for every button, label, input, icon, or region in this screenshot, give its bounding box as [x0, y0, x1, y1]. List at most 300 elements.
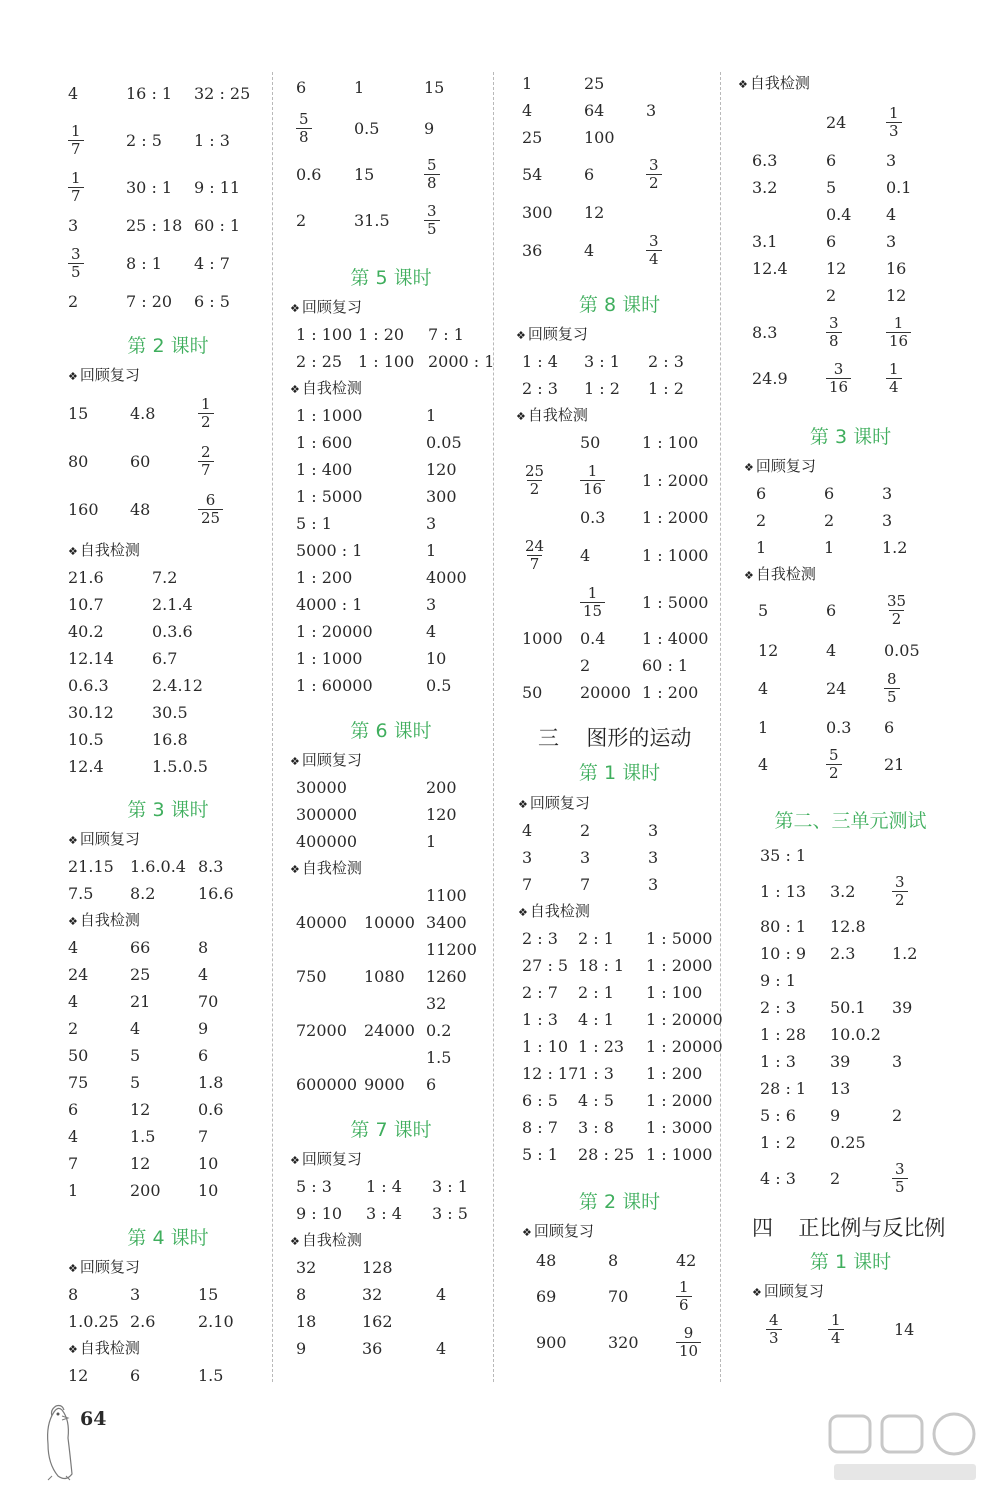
answer-cell: 7.5 [68, 884, 94, 903]
answer-cell: 2 [296, 210, 307, 230]
fraction-denominator: 16 [886, 332, 911, 349]
answer-cell: 2 [892, 1106, 903, 1125]
review-heading: ❖ 回顾复习 [290, 298, 362, 316]
answer-cell: 32 [426, 994, 447, 1013]
fraction-numerator: 1 [893, 313, 904, 332]
answer-cell: 8 [296, 1285, 307, 1304]
answer-cell: 1 : 60000 [296, 676, 373, 695]
answer-cell: 30.5 [152, 703, 188, 722]
fraction [68, 168, 84, 205]
answer-cell: 69 [536, 1286, 557, 1306]
fraction-answer [424, 155, 484, 192]
answer-cell: 4 [522, 101, 533, 120]
lesson-title: 第 3 课时 [127, 799, 209, 821]
answer-cell: 9 [830, 1106, 841, 1125]
fraction [198, 442, 214, 479]
answer-cell: 18 [296, 1312, 317, 1331]
answer-cell: 20000 [580, 683, 631, 702]
answer-grid [296, 1173, 486, 1227]
fraction [296, 109, 312, 146]
fraction [424, 155, 440, 192]
answer-cell: 6 [826, 600, 837, 620]
answer-cell: 5 : 3 [296, 1177, 332, 1196]
answer-grid [296, 402, 486, 699]
lesson-title: 第 8 课时 [578, 294, 661, 316]
answer-cell: 0.4 [580, 629, 606, 648]
answer-cell: 0.6.3 [68, 676, 109, 695]
answer-cell: 9 [424, 118, 435, 138]
answer-cell: 39 [830, 1052, 851, 1071]
answer-cell: 1 : 400 [296, 460, 353, 479]
fraction-answer [424, 201, 484, 238]
fraction-answer [884, 669, 944, 706]
answer-cell: 0.05 [884, 640, 920, 660]
answer-cell: 120 [426, 805, 457, 824]
answer-grid [68, 1362, 268, 1389]
fraction-numerator: 1 [831, 1310, 841, 1329]
fraction-numerator: 4 [769, 1310, 779, 1329]
answer-cell: 1 [522, 74, 533, 93]
answer-cell: 4 [886, 205, 897, 224]
fraction [424, 201, 440, 238]
answer-cell: 2 : 3 [522, 929, 558, 948]
answer-cell: 5 : 1 [296, 514, 332, 533]
answer-cell: 1 : 3 [760, 1052, 796, 1071]
page-number: 64 [80, 1408, 107, 1430]
fraction [892, 1159, 908, 1196]
answer-grid [758, 588, 963, 782]
answer-cell: 1 : 20000 [646, 1010, 723, 1029]
answer-cell: 120 [426, 460, 457, 479]
fraction-denominator: 5 [884, 688, 900, 705]
answer-cell: 48 [536, 1250, 557, 1270]
answer-cell: 27 : 5 [522, 956, 569, 975]
self-check-heading: ❖ 自我检测 [290, 1231, 362, 1249]
answer-cell: 0.4 [826, 205, 852, 224]
fraction [892, 872, 908, 909]
answer-cell: 1.8 [198, 1073, 224, 1092]
fraction-denominator: 7 [68, 187, 84, 204]
answer-cell: 1 [756, 538, 767, 557]
answer-cell: 3 [580, 848, 591, 867]
answer-cell: 0.1 [886, 178, 912, 197]
answer-cell: 15 [198, 1285, 219, 1304]
answer-cell: 9 [198, 1019, 209, 1038]
answer-cell: 160 [68, 499, 99, 519]
answer-cell: 2 : 3 [522, 379, 558, 398]
fraction-numerator: 3 [649, 155, 659, 174]
unit-title: 正比例与反比例 [798, 1216, 946, 1240]
answer-cell: 1080 [364, 967, 405, 986]
answer-cell: 70 [198, 992, 219, 1011]
unit-heading [738, 1210, 963, 1246]
answer-cell: 7 [522, 875, 533, 894]
answer-cell: 50 [580, 433, 601, 452]
review-heading: ❖ 回顾复习 [744, 457, 816, 475]
answer-cell: 1.2 [892, 944, 918, 963]
answer-cell: 6 [68, 1100, 79, 1119]
lesson-title: 第 1 课时 [809, 1251, 892, 1273]
fraction-numerator: 3 [829, 313, 839, 332]
fraction-denominator: 2 [646, 174, 662, 191]
answer-cell: 4 [580, 545, 591, 565]
fraction [766, 1310, 782, 1347]
answer-cell: 162 [362, 1312, 393, 1331]
fraction-numerator: 35 [887, 591, 907, 610]
answer-cell: 72000 [296, 1021, 347, 1040]
fraction-denominator: 3 [886, 122, 902, 139]
fraction-denominator: 7 [198, 461, 214, 478]
answer-cell: 28 : 25 [578, 1145, 635, 1164]
answer-cell: 8 [608, 1250, 619, 1270]
review-heading: ❖ 回顾复习 [522, 1222, 594, 1240]
answer-cell: 2 : 1 [578, 929, 614, 948]
answer-cell: 1000 [522, 629, 563, 648]
answer-cell: 7 : 20 [126, 291, 173, 311]
answer-cell: 1 : 3000 [646, 1118, 713, 1137]
answer-cell: 3 [648, 821, 659, 840]
answer-cell: 8.2 [130, 884, 156, 903]
answer-cell: 1 : 2000 [646, 1091, 713, 1110]
answer-cell: 8 [68, 1285, 79, 1304]
answer-cell: 1 : 1000 [642, 545, 709, 565]
answer-cell: 1 : 2 [760, 1133, 796, 1152]
answer-cell: 5 [758, 600, 769, 620]
answer-cell: 1.5 [426, 1048, 452, 1067]
answer-cell: 9 : 11 [194, 177, 241, 197]
answer-cell: 6 [756, 484, 767, 503]
fraction-answer [522, 536, 580, 573]
answer-cell: 39 [892, 998, 913, 1017]
fraction-denominator: 5 [68, 263, 84, 280]
answer-cell: 2 : 1 [578, 983, 614, 1002]
answer-cell: 1 : 4 [366, 1177, 402, 1196]
answer-cell: 7 : 1 [428, 325, 464, 344]
answer-cell: 50 [522, 683, 543, 702]
unit-number: 三 [538, 726, 559, 750]
answer-cell: 7.2 [152, 568, 178, 587]
lesson-title: 第 7 课时 [350, 1119, 432, 1141]
lesson-title: 第二、三单元测试 [774, 810, 927, 832]
answer-cell: 1 : 4 [522, 352, 558, 371]
fraction [522, 536, 547, 573]
answer-cell: 28 : 1 [760, 1079, 807, 1098]
answer-cell: 2.6 [130, 1312, 156, 1331]
answer-cell: 50 [68, 1046, 89, 1065]
answer-cell: 1 : 2000 [642, 470, 709, 490]
answer-cell: 2 [830, 1168, 841, 1188]
answer-cell: 5 : 1 [522, 1145, 558, 1164]
answer-cell: 3 [886, 232, 897, 251]
fraction-answer [296, 109, 354, 146]
fraction [826, 359, 851, 396]
answer-cell: 50.1 [830, 998, 866, 1017]
self-check-heading: ❖ 自我检测 [518, 902, 590, 920]
answer-cell: 2 [68, 1019, 79, 1038]
answer-cell: 400000 [296, 832, 358, 851]
self-check-heading: ❖ 自我检测 [290, 859, 362, 877]
answer-cell: 12.4 [68, 757, 104, 776]
answer-cell: 1 : 2000 [646, 956, 713, 975]
answer-cell: 3 : 5 [432, 1204, 468, 1223]
answer-cell: 1 : 1000 [646, 1145, 713, 1164]
fraction [828, 1310, 844, 1347]
fraction-numerator: 3 [833, 359, 844, 378]
fraction-numerator: 6 [205, 490, 216, 509]
answer-cell: 25 [584, 74, 605, 93]
fraction-denominator: 25 [198, 509, 223, 526]
fraction-numerator: 1 [587, 583, 598, 602]
answer-cell: 1 : 200 [296, 568, 353, 587]
lesson-title: 第 4 课时 [127, 1227, 209, 1249]
answer-cell: 42 [676, 1250, 697, 1270]
answer-cell: 5 [130, 1073, 141, 1092]
answer-cell: 4 [758, 678, 769, 698]
review-heading: ❖ 回顾复习 [290, 751, 362, 769]
answer-cell: 1 : 3 [578, 1064, 614, 1083]
answer-grid [68, 389, 268, 533]
answer-cell: 30000 [296, 778, 347, 797]
answer-cell: 60 : 1 [642, 656, 689, 675]
answer-cell: 2 : 25 [296, 352, 343, 371]
answer-cell: 1 : 13 [760, 881, 807, 901]
answer-cell: 1.5 [198, 1366, 224, 1385]
answer-cell: 0.5 [354, 118, 380, 138]
answer-cell: 128 [362, 1258, 393, 1277]
answer-cell: 21 [130, 992, 151, 1011]
answer-cell: 4 [436, 1285, 447, 1304]
fraction-answer [886, 103, 946, 140]
fraction-denominator: 16 [826, 378, 851, 395]
fraction-answer [892, 872, 952, 909]
fraction-answer [892, 1159, 952, 1196]
answer-cell: 60 : 1 [194, 215, 241, 235]
answer-cell: 2 [68, 291, 79, 311]
review-heading: ❖ 回顾复习 [68, 830, 140, 848]
fraction [886, 103, 902, 140]
answer-grid [296, 882, 486, 1098]
answer-cell: 25 [130, 965, 151, 984]
answer-cell: 13 [830, 1079, 851, 1098]
answer-cell: 12 [886, 286, 907, 305]
answer-cell: 16 : 1 [126, 83, 173, 103]
answer-cell: 900 [536, 1332, 567, 1352]
answer-cell: 16 [886, 259, 907, 278]
answer-cell: 12.8 [830, 917, 866, 936]
answer-cell: 5 : 6 [760, 1106, 796, 1125]
review-heading: ❖ 回顾复习 [516, 325, 588, 343]
answer-cell: 12 : 17 [522, 1064, 579, 1083]
self-check-heading: ❖ 自我检测 [738, 74, 810, 92]
answer-cell: 0.3.6 [152, 622, 193, 641]
answer-cell: 16.6 [198, 884, 234, 903]
self-check-heading: ❖ 自我检测 [290, 379, 362, 397]
answer-grid [536, 1245, 717, 1367]
answer-cell: 6 [826, 151, 837, 170]
fraction-answer [828, 1310, 894, 1347]
answer-cell: 70 [608, 1286, 629, 1306]
answer-cell: 200 [130, 1181, 161, 1200]
answer-cell: 9 : 1 [760, 971, 796, 990]
answer-cell: 21.15 [68, 857, 114, 876]
fraction [646, 231, 662, 268]
answer-cell: 1 : 200 [642, 683, 699, 702]
fraction-denominator: 2 [198, 413, 214, 430]
answer-cell: 10.0.2 [830, 1025, 881, 1044]
answer-cell: 64 [584, 101, 605, 120]
answer-cell: 1 : 4000 [642, 629, 709, 648]
answer-cell: 4 [68, 938, 79, 957]
answer-cell: 2 [826, 286, 837, 305]
answer-cell: 8 : 7 [522, 1118, 558, 1137]
answer-cell: 32 [296, 1258, 317, 1277]
answer-cell: 3 [648, 848, 659, 867]
answer-cell: 30.12 [68, 703, 114, 722]
answer-cell: 4 [130, 1019, 141, 1038]
answer-cell: 1 [824, 538, 835, 557]
fraction [580, 461, 605, 498]
review-heading: ❖ 回顾复习 [68, 1258, 140, 1276]
answer-cell: 4.8 [130, 403, 156, 423]
fraction-denominator: 7 [527, 555, 543, 572]
answer-cell: 18 : 1 [578, 956, 625, 975]
answer-cell: 1 : 5000 [642, 592, 709, 612]
answer-grid [68, 70, 268, 316]
fraction-numerator: 1 [71, 121, 81, 140]
answer-cell: 2.4.12 [152, 676, 203, 695]
answer-grid [68, 934, 268, 1204]
answer-cell: 200 [426, 778, 457, 797]
answer-cell: 25 : 18 [126, 215, 183, 235]
answer-cell: 1 : 3 [522, 1010, 558, 1029]
answer-cell: 100 [584, 128, 615, 147]
answer-cell: 1 : 20 [358, 325, 405, 344]
fraction-answer [68, 244, 126, 281]
lesson-title: 第 1 课时 [578, 762, 661, 784]
answer-cell: 0.05 [426, 433, 462, 452]
answer-cell: 6 : 5 [194, 291, 230, 311]
fraction-numerator: 5 [299, 109, 309, 128]
fraction [68, 244, 84, 281]
answer-cell: 4 [522, 821, 533, 840]
fraction-numerator: 5 [427, 155, 437, 174]
answer-cell: 5000 : 1 [296, 541, 363, 560]
answer-cell: 7 [580, 875, 591, 894]
answer-cell: 24.9 [752, 368, 788, 388]
answer-cell: 10 : 9 [760, 944, 807, 963]
answer-cell: 300000 [296, 805, 358, 824]
answer-column-3 [516, 70, 723, 1367]
fraction [676, 1323, 701, 1360]
answer-cell: 66 [130, 938, 151, 957]
answer-grid [756, 480, 963, 561]
fraction [676, 1277, 692, 1314]
fraction-answer [646, 155, 706, 192]
fraction [198, 490, 223, 527]
answer-cell: 4 [68, 83, 79, 103]
answer-cell: 7 [198, 1127, 209, 1146]
fraction-answer [886, 313, 946, 350]
answer-cell: 1 : 28 [760, 1025, 807, 1044]
answer-cell: 40.2 [68, 622, 104, 641]
answer-cell: 1260 [426, 967, 467, 986]
answer-cell: 3 [882, 484, 893, 503]
answer-cell: 3 [426, 595, 437, 614]
answer-cell: 31.5 [354, 210, 390, 230]
answer-cell: 4000 : 1 [296, 595, 363, 614]
fraction-numerator: 1 [679, 1277, 689, 1296]
fraction-answer [826, 313, 886, 350]
fraction [884, 669, 900, 706]
answer-grid [296, 774, 486, 855]
fraction-denominator: 10 [676, 1342, 701, 1359]
fraction-answer [198, 442, 268, 479]
answer-cell: 3 [648, 875, 659, 894]
answer-cell: 32 [362, 1285, 383, 1304]
unit-number: 四 [752, 1216, 773, 1240]
answer-cell: 10 [198, 1154, 219, 1173]
review-heading: ❖ 回顾复习 [518, 794, 590, 812]
answer-cell: 1 : 2 [648, 379, 684, 398]
answer-grid [752, 97, 963, 401]
answer-cell: 1 : 100 [296, 325, 353, 344]
fraction-denominator: 2 [527, 480, 543, 497]
answer-grid [68, 564, 268, 780]
answer-cell: 1 : 20000 [646, 1037, 723, 1056]
answer-cell: 0.25 [830, 1133, 866, 1152]
answer-cell: 15 [354, 164, 375, 184]
answer-cell: 4 [436, 1339, 447, 1358]
lesson-title: 第 2 课时 [578, 1191, 661, 1213]
answer-cell: 1 : 5000 [296, 487, 363, 506]
answer-cell: 4 [426, 622, 437, 641]
answer-cell: 4 : 5 [578, 1091, 614, 1110]
answer-cell: 12.4 [752, 259, 788, 278]
answer-cell: 1 : 10 [522, 1037, 569, 1056]
answer-cell: 6 [826, 232, 837, 251]
fraction-numerator: 3 [895, 872, 905, 891]
answer-cell: 4 : 3 [760, 1168, 796, 1188]
answer-cell: 10000 [364, 913, 415, 932]
answer-cell: 1 : 2000 [642, 508, 709, 527]
fraction [884, 591, 909, 628]
answer-column-1 [68, 70, 268, 1389]
answer-cell: 2 [580, 821, 591, 840]
lesson-title: 第 2 课时 [127, 335, 209, 357]
answer-grid [766, 1305, 963, 1353]
answer-cell: 14 [894, 1319, 915, 1339]
answer-cell: 750 [296, 967, 327, 986]
answer-cell: 12.14 [68, 649, 114, 668]
answer-cell: 1 : 100 [642, 433, 699, 452]
answer-cell: 80 [68, 451, 89, 471]
fraction-denominator: 5 [424, 220, 440, 237]
fraction [522, 461, 547, 498]
answer-cell: 3 : 8 [578, 1118, 614, 1137]
answer-cell: 3.2 [752, 178, 778, 197]
answer-cell: 36 [522, 240, 543, 260]
column-divider [493, 72, 494, 1382]
answer-cell: 24 [826, 678, 847, 698]
answer-cell: 6.3 [752, 151, 778, 170]
answer-cell: 2 [580, 656, 591, 675]
fraction-numerator: 2 [201, 442, 211, 461]
fraction-answer [68, 121, 126, 158]
answer-cell: 6.7 [152, 649, 178, 668]
answer-cell: 4 : 7 [194, 253, 230, 273]
fraction-answer [826, 745, 884, 782]
answer-cell: 1 : 20000 [296, 622, 373, 641]
